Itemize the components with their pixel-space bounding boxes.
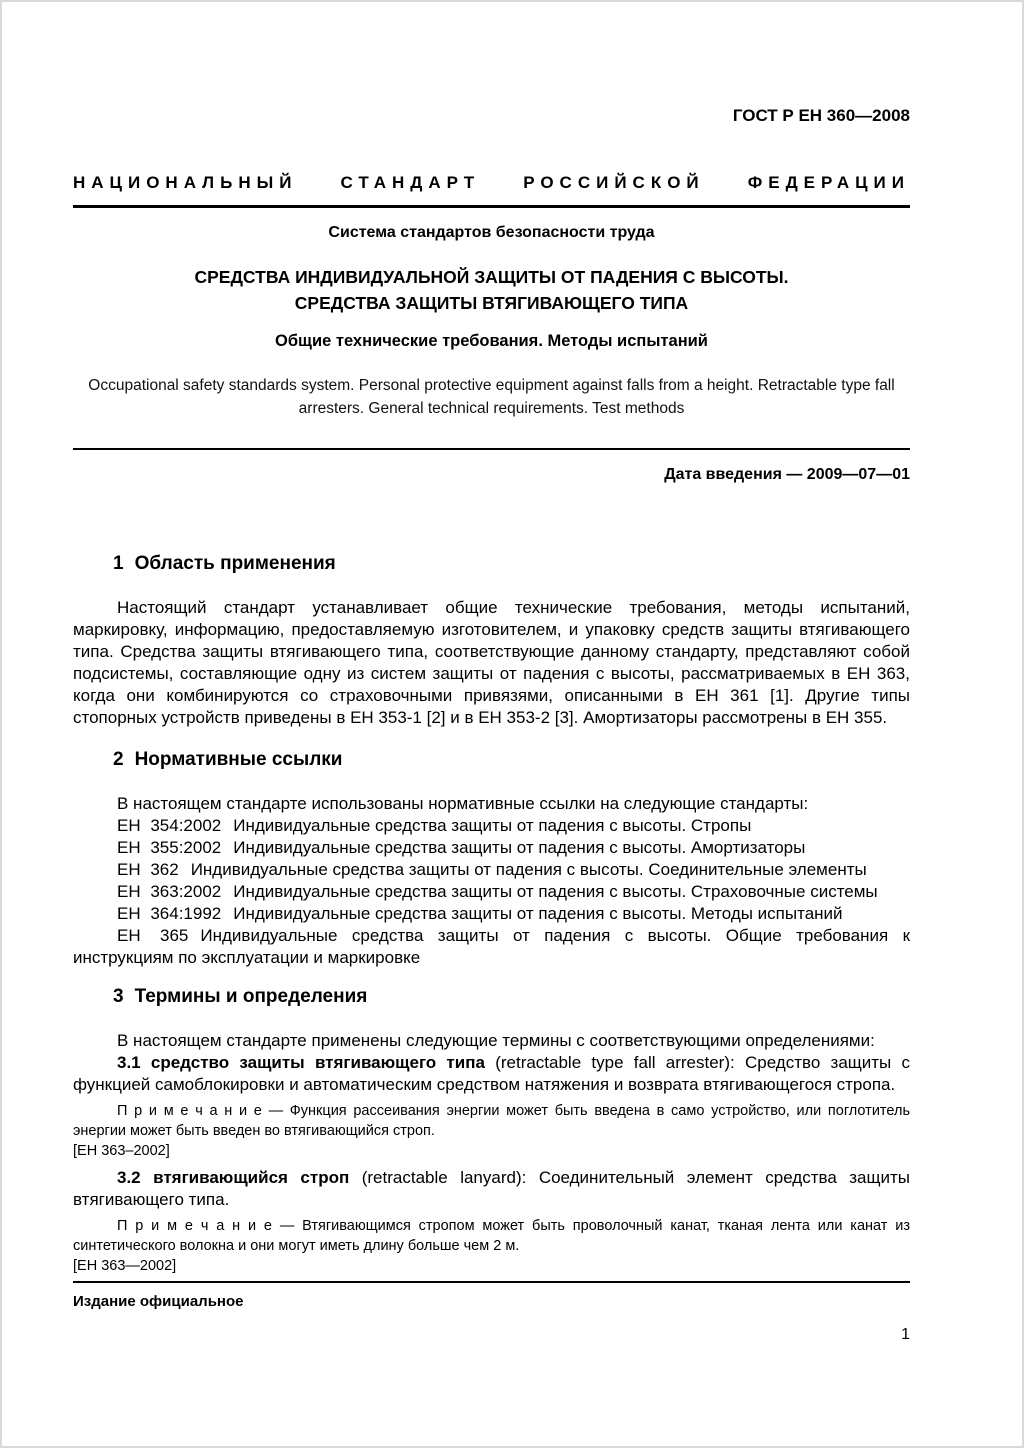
reference-title: Индивидуальные средства защиты от падения с высоты. Методы испытаний [233, 904, 843, 923]
section-2-number: 2 [113, 749, 124, 770]
title-english [73, 374, 910, 420]
footer-rule [73, 1281, 910, 1283]
reference-code: ЕН 363:2002 [117, 882, 222, 901]
section-3-heading [73, 986, 910, 1008]
term-definition: Средство защиты с функцией самоблокировки и автоматическим средством натяжения и возврата втягивающегося стропа. [73, 1053, 911, 1094]
subtitle: Общие технические требования. Методы испытаний [275, 332, 708, 350]
reference-code: ЕН 354:2002 [117, 816, 222, 835]
note-3-2 [73, 1216, 910, 1256]
term-3-1 [73, 1052, 910, 1096]
official-edition-label: Издание официальное [73, 1293, 244, 1310]
term-number: 3.1 [117, 1053, 141, 1072]
section-2-intro: В настоящем стандарте использованы нормативные ссылки на следующие стандарты: [117, 794, 809, 813]
reference-title: Индивидуальные средства защиты от падения с высоты. Стропы [233, 816, 752, 835]
reference-item [73, 815, 910, 837]
reference-item [73, 859, 910, 881]
section-2-title: Нормативные ссылки [134, 749, 343, 770]
term-number: 3.2 [117, 1168, 141, 1187]
note-3-1 [73, 1101, 910, 1141]
section-2-heading [73, 749, 910, 771]
reference-code: ЕН 362 [117, 860, 179, 879]
term-3-2 [73, 1167, 910, 1211]
main-title [73, 264, 910, 316]
reference-title: Индивидуальные средства защиты от падения с высоты. Амортизаторы [233, 838, 806, 857]
term-definition: Соединительный элемент средства защиты втягивающего типа. [73, 1168, 910, 1209]
reference-code: ЕН 355:2002 [117, 838, 222, 857]
section-1-heading [73, 553, 910, 575]
standards-system-title: Система стандартов безопасности труда [328, 224, 655, 241]
reference-item [73, 925, 910, 969]
doc-number: ГОСТ Р ЕН 360—2008 [732, 106, 910, 125]
note-label: П р и м е ч а н и е [117, 1103, 262, 1119]
term-name: средство защиты втягивающего типа [150, 1053, 485, 1072]
intro-date-rule [73, 448, 910, 450]
note-text: — Втягивающимся стропом может быть проволочный канат, тканая лента или канат из синтетического волокна и они могут иметь длину больше чем 2 м. [73, 1218, 910, 1254]
section-3-number: 3 [113, 986, 124, 1007]
note-label: П р и м е ч а н и е [117, 1218, 272, 1234]
reference-item [73, 837, 910, 859]
section-1-body: Настоящий стандарт устанавливает общие технические требования, методы испытаний, маркировку, информацию, предоставляемую изготовителем, и упаковку средств защиты втягивающего типа. Средства защиты втягивающего типа, соответствующие данному стандарту, представляют собой подсистемы, составляющие одну из систем защиты от падения с высоты, рассматриваемых в ЕН 363, когда они комбинируются со страховочными привязями, описанными в ЕН 361 [1]. Другие типы стопорных устройств приведены в ЕН 353-1 [2] и в ЕН 353-2 [3]. Амортизаторы рассмотрены в ЕН 355. [73, 598, 910, 727]
note-text: — Функция рассеивания энергии может быть введена в само устройство, или поглотитель энергии может быть введен во втягивающийся строп. [73, 1103, 910, 1139]
title-english-line2: arresters. General technical requirements. Test methods [298, 400, 685, 417]
section-1-title: Область применения [134, 553, 336, 574]
header-rule [73, 205, 910, 208]
main-title-line2: СРЕДСТВА ЗАЩИТЫ ВТЯГИВАЮЩЕГО ТИПА [294, 293, 689, 313]
term-name: втягивающийся строп [153, 1168, 350, 1187]
reference-item [73, 881, 910, 903]
note-3-1-source: [ЕН 363–2002] [73, 1143, 170, 1159]
term-english: (retractable lanyard): [361, 1168, 527, 1187]
page-content [73, 2, 910, 1345]
section-3-intro: В настоящем стандарте применены следующие термины с соответствующими определениями: [117, 1031, 875, 1050]
reference-title: Индивидуальные средства защиты от падения с высоты. Соединительные элементы [190, 860, 867, 879]
title-english-line1: Occupational safety standards system. Personal protective equipment against falls from a height. Retractable type fall [88, 377, 895, 394]
reference-title: Индивидуальные средства защиты от падения с высоты. Страховочные системы [233, 882, 878, 901]
introduction-date: Дата введения — 2009—07—01 [664, 466, 910, 483]
reference-code: ЕН 365 [117, 926, 189, 945]
term-english: (retractable type fall arrester): [495, 1053, 735, 1072]
reference-item [73, 903, 910, 925]
page-number: 1 [901, 1326, 910, 1343]
main-title-line1: СРЕДСТВА ИНДИВИДУАЛЬНОЙ ЗАЩИТЫ ОТ ПАДЕНИЯ С ВЫСОТЫ. [194, 267, 789, 287]
reference-title: Индивидуальные средства защиты от падения с высоты. Общие требования к инструкциям по эксплуатации и маркировке [73, 926, 911, 967]
reference-code: ЕН 364:1992 [117, 904, 222, 923]
note-3-2-source: [ЕН 363—2002] [73, 1258, 177, 1274]
section-3-title: Термины и определения [134, 986, 368, 1007]
national-standard-heading: НАЦИОНАЛЬНЫЙ СТАНДАРТ РОССИЙСКОЙ ФЕДЕРАЦИИ [73, 173, 910, 192]
section-1-number: 1 [113, 553, 124, 574]
